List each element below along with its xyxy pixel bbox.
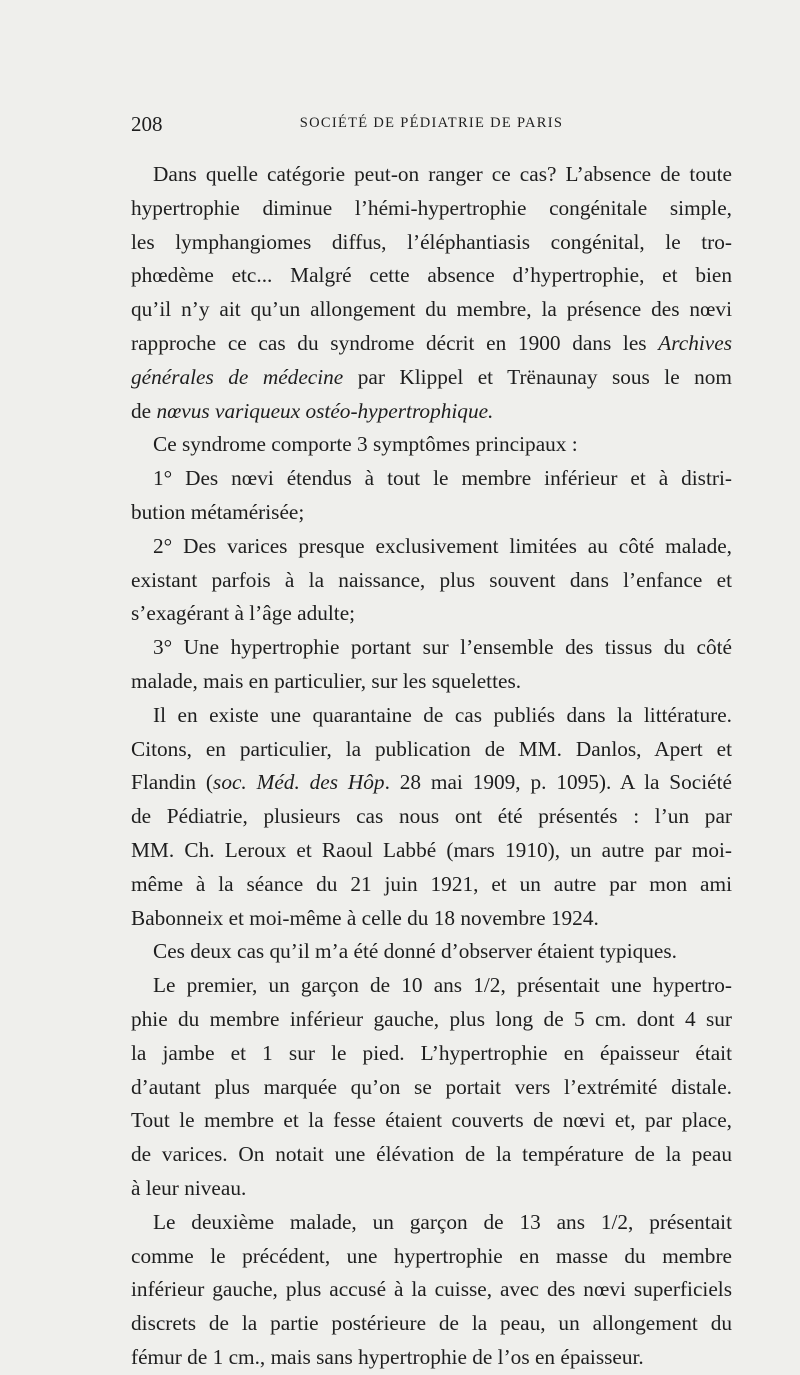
text-line: à leur niveau. — [131, 1175, 247, 1200]
italic-text: générales de médecine — [131, 364, 344, 389]
text-run: . 28 mai 1909, p. 1095). A la Société — [384, 770, 732, 795]
text-run: par Klippel et Trënaunay sous le nom — [343, 364, 732, 389]
text-line: comme le précédent, une hypertrophie en masse du membre — [131, 1243, 732, 1268]
text-line: 1° Des nœvi étendus à tout le membre inférieur et à distri- — [153, 466, 732, 491]
italic-text: soc. Méd. des Hôp — [213, 770, 385, 795]
paragraph — [131, 462, 732, 530]
text-line: inférieur gauche, plus accusé à la cuisse, avec des nœvi superficiels — [131, 1277, 732, 1302]
page-body — [131, 158, 732, 1375]
text-line: Il en existe une quarantaine de cas publiés dans la littérature. — [153, 702, 732, 727]
paragraph — [131, 935, 732, 969]
text-line: 2° Des varices presque exclusivement limitées au côté malade, — [153, 533, 732, 558]
paragraph — [131, 969, 732, 1206]
paragraph — [131, 428, 732, 462]
text-line: la jambe et 1 sur le pied. L’hypertrophie en épaisseur était — [131, 1040, 732, 1065]
running-header — [131, 112, 732, 138]
text-line: malade, mais en particulier, sur les squelettes. — [131, 668, 522, 693]
text-line: les lymphangiomes diffus, l’éléphantiasis congénital, le tro- — [131, 229, 732, 254]
text-line: discrets de la partie postérieure de la peau, un allongement du — [131, 1311, 732, 1336]
text-line — [131, 327, 732, 361]
text-line: qu’il n’y ait qu’un allongement du membre, la présence des nœvi — [131, 297, 732, 322]
paragraph — [131, 631, 732, 699]
italic-text: nœvus variqueux ostéo-hypertrophique. — [156, 398, 494, 423]
running-title: SOCIÉTÉ DE PÉDIATRIE DE PARIS — [299, 115, 564, 131]
text-line: phie du membre inférieur gauche, plus long de 5 cm. dont 4 sur — [131, 1006, 732, 1031]
text-line: Ces deux cas qu’il m’a été donné d’observer étaient typiques. — [153, 939, 677, 964]
text-line: Le deuxième malade, un garçon de 13 ans 1/2, présentait — [153, 1209, 732, 1234]
text-line: s’exagérant à l’âge adulte; — [131, 601, 356, 626]
text-line: même à la séance du 21 juin 1921, et un autre par mon ami — [131, 871, 732, 896]
text-line: MM. Ch. Leroux et Raoul Labbé (mars 1910), un autre par moi- — [131, 837, 732, 862]
paragraph — [131, 699, 732, 936]
text-line: de varices. On notait une élévation de la température de la peau — [131, 1142, 732, 1167]
page-number: 208 — [131, 112, 163, 136]
text-line: de Pédiatrie, plusieurs cas nous ont été présentés : l’un par — [131, 804, 732, 829]
paragraph — [131, 530, 732, 631]
text-line: phœdème etc... Malgré cette absence d’hypertrophie, et bien — [131, 263, 732, 288]
text-line: Le premier, un garçon de 10 ans 1/2, présentait une hypertro- — [153, 973, 732, 998]
text-line: Dans quelle catégorie peut-on ranger ce cas? L’absence de toute — [153, 162, 732, 186]
text-line: Tout le membre et la fesse étaient couverts de nœvi et, par place, — [131, 1108, 732, 1133]
paragraph — [131, 158, 732, 428]
text-line: existant parfois à la naissance, plus souvent dans l’enfance et — [131, 567, 732, 592]
text-line: Ce syndrome comporte 3 symptômes principaux : — [153, 432, 578, 457]
text-line: bution métamérisée; — [131, 499, 305, 524]
text-line — [131, 395, 732, 429]
text-line: 3° Une hypertrophie portant sur l’ensemble des tissus du côté — [153, 635, 732, 660]
text-run: Flandin ( — [131, 770, 214, 795]
text-run: rapproche ce cas du syndrome décrit en 1900 dans les — [131, 330, 659, 355]
italic-text: Archives — [658, 330, 732, 355]
text-line: fémur de 1 cm., mais sans hypertrophie de l’os en épaisseur. — [131, 1344, 644, 1369]
text-line — [131, 766, 732, 800]
text-line: Babonneix et moi-même à celle du 18 novembre 1924. — [131, 905, 599, 930]
text-run: de — [131, 398, 157, 423]
paragraph — [131, 1206, 732, 1375]
text-line: d’autant plus marquée qu’on se portait vers l’extrémité distale. — [131, 1074, 732, 1099]
text-line: hypertrophie diminue l’hémi-hypertrophie congénitale simple, — [131, 195, 732, 220]
text-line — [131, 361, 732, 395]
text-line: Citons, en particulier, la publication de MM. Danlos, Apert et — [131, 736, 732, 761]
